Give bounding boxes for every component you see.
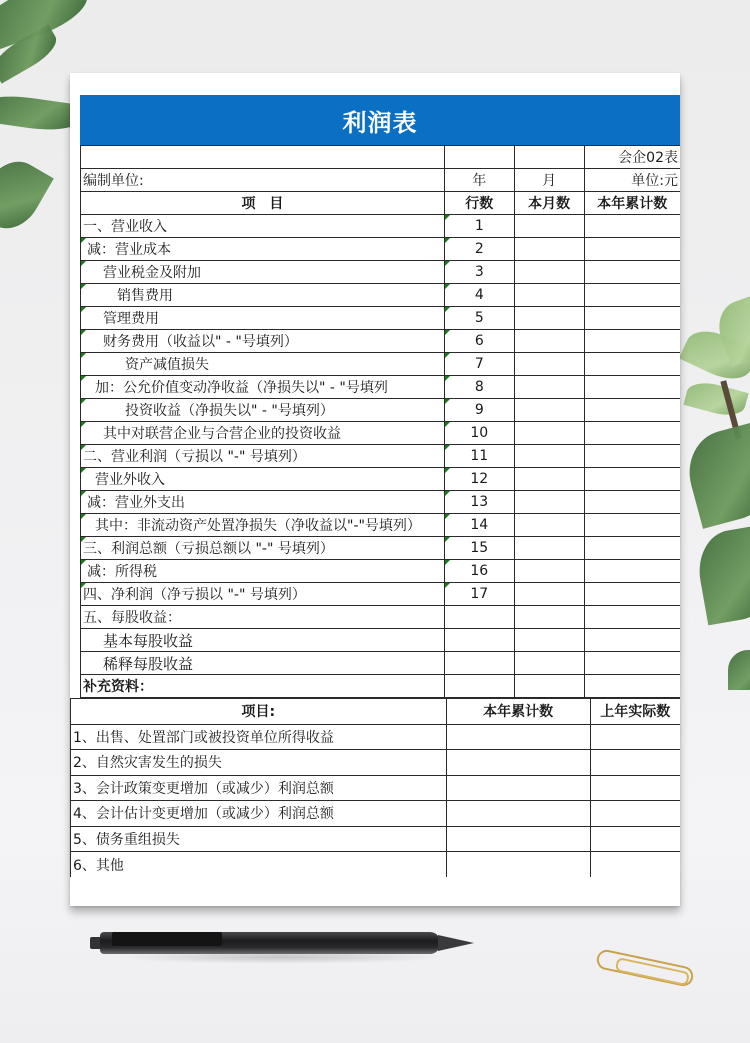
this-month-cell[interactable] [514,376,584,399]
blank-cell [81,146,445,169]
supplement-row [71,826,681,852]
supplement-label: 补充资料： [81,675,445,698]
table-row [81,537,681,560]
column-header-row [81,192,681,215]
row-label: 其中：非流动资产处置净损失（净收益以"-"号填列） [81,514,445,537]
leaf-icon [693,525,750,626]
row-number: 8 [444,376,514,399]
row-label: 加：公允价值变动净收益（净损失以" - "号填列 [81,376,445,399]
row-number [444,629,514,652]
table-row [81,353,681,376]
row-number: 5 [444,307,514,330]
leaf-icon [680,421,750,529]
row-label: 减：营业外支出 [81,491,445,514]
table-row [81,583,681,606]
supplement-row-label: 5、债务重组损失 [71,826,447,852]
this-month-cell[interactable] [514,629,584,652]
blank-cell [514,146,584,169]
column-header-row-no: 行数 [444,192,514,215]
pen-tip-icon [438,935,474,951]
this-month-cell[interactable] [514,284,584,307]
this-month-cell[interactable] [514,583,584,606]
supplement-row-label: 3、会计政策变更增加（或减少）利润总额 [71,775,447,801]
ytd-cell[interactable] [584,606,680,629]
last-year-cell[interactable] [590,750,680,776]
paperclip-icon [595,948,695,988]
form-code: 会企02表 [584,146,680,169]
row-label: 营业外收入 [81,468,445,491]
table-row [81,560,681,583]
row-number: 16 [444,560,514,583]
table-row [81,376,681,399]
this-month-cell[interactable] [514,215,584,238]
row-number: 3 [444,261,514,284]
this-month-cell[interactable] [514,238,584,261]
ytd-cell[interactable] [446,852,590,878]
row-label: 稀释每股收益 [81,652,445,675]
pen-clip-icon [112,932,222,946]
row-number: 7 [444,353,514,376]
row-label: 销售费用 [81,284,445,307]
last-year-cell[interactable] [590,775,680,801]
row-number [444,652,514,675]
row-number: 13 [444,491,514,514]
ytd-cell[interactable] [584,376,680,399]
row-number: 17 [444,583,514,606]
table-row [81,445,681,468]
blank-cell [444,675,514,698]
table-row [81,514,681,537]
supplement-column-ytd: 本年累计数 [446,699,590,725]
row-label: 营业税金及附加 [81,261,445,284]
ytd-cell[interactable] [446,724,590,750]
row-label: 三、利润总额（亏损总额以 "-" 号填列） [81,537,445,560]
this-month-cell[interactable] [514,353,584,376]
this-month-cell[interactable] [514,560,584,583]
blank-cell [514,675,584,698]
row-number: 2 [444,238,514,261]
last-year-cell[interactable] [590,852,680,878]
column-header-item: 项 目 [81,192,445,215]
this-month-cell[interactable] [514,652,584,675]
this-month-cell[interactable] [514,422,584,445]
supplement-title-row [81,675,681,698]
this-month-cell[interactable] [514,399,584,422]
table-row [81,261,681,284]
last-year-cell[interactable] [590,826,680,852]
ytd-cell[interactable] [584,583,680,606]
row-label: 基本每股收益 [81,629,445,652]
last-year-cell[interactable] [590,724,680,750]
blank-cell [444,146,514,169]
blank-cell [584,675,680,698]
ytd-cell[interactable] [584,491,680,514]
row-number: 11 [444,445,514,468]
ytd-cell[interactable] [584,261,680,284]
leaf-icon [0,151,54,239]
supplement-row-label: 6、其他 [71,852,447,878]
ytd-cell[interactable] [584,215,680,238]
ytd-cell[interactable] [584,307,680,330]
last-year-cell[interactable] [590,801,680,827]
row-label: 一、营业收入 [81,215,445,238]
table-row [81,629,681,652]
supplement-row [71,750,681,776]
supplement-header-row [71,699,681,725]
header-row-prepared [81,169,681,192]
income-statement-table [80,145,680,698]
supplement-row [71,775,681,801]
supplement-table [70,698,680,877]
row-label: 管理费用 [81,307,445,330]
ytd-cell[interactable] [584,353,680,376]
supplement-row [71,852,681,878]
this-month-cell[interactable] [514,537,584,560]
this-month-cell[interactable] [514,606,584,629]
header-row-form-code [81,146,681,169]
ytd-cell[interactable] [584,445,680,468]
page-title: 利润表 [80,95,680,145]
table-row [81,307,681,330]
row-number: 6 [444,330,514,353]
supplement-row-label: 4、会计估计变更增加（或减少）利润总额 [71,801,447,827]
ytd-cell[interactable] [446,801,590,827]
row-label: 投资收益（净损失以" - "号填列） [81,399,445,422]
ytd-cell[interactable] [584,537,680,560]
ytd-cell[interactable] [584,399,680,422]
this-month-cell[interactable] [514,307,584,330]
table-row [81,422,681,445]
supplement-column-item: 项目: [71,699,447,725]
leaf-icon [683,378,748,421]
supplement-row [71,801,681,827]
row-label: 财务费用（收益以" - "号填列） [81,330,445,353]
this-month-cell[interactable] [514,330,584,353]
row-number: 15 [444,537,514,560]
row-number: 1 [444,215,514,238]
table-row [81,606,681,629]
row-number: 9 [444,399,514,422]
ytd-cell[interactable] [584,652,680,675]
month-label[interactable]: 月 [514,169,584,192]
row-number [444,606,514,629]
ytd-cell[interactable] [584,468,680,491]
this-month-cell[interactable] [514,261,584,284]
table-row [81,468,681,491]
table-row [81,215,681,238]
ytd-cell[interactable] [446,826,590,852]
row-label: 减：营业成本 [81,238,445,261]
this-month-cell[interactable] [514,514,584,537]
row-number: 10 [444,422,514,445]
ytd-cell[interactable] [584,330,680,353]
ytd-cell[interactable] [584,560,680,583]
table-row [81,284,681,307]
table-row [81,238,681,261]
this-month-cell[interactable] [514,468,584,491]
table-row [81,399,681,422]
ytd-cell[interactable] [584,629,680,652]
unit-label: 单位:元 [584,169,680,192]
year-label[interactable]: 年 [444,169,514,192]
row-number: 12 [444,468,514,491]
pen-decoration [90,930,480,956]
income-statement-sheet [70,73,680,906]
ytd-cell[interactable] [446,750,590,776]
row-label: 五、每股收益： [81,606,445,629]
supplement-row-label: 2、自然灾害发生的损失 [71,750,447,776]
row-label: 资产减值损失 [81,353,445,376]
prepared-by-label[interactable]: 编制单位: [81,169,445,192]
this-month-cell[interactable] [514,445,584,468]
ytd-cell[interactable] [584,238,680,261]
ytd-cell[interactable] [584,284,680,307]
column-header-this-month: 本月数 [514,192,584,215]
table-row [81,330,681,353]
row-label: 四、净利润（净亏损以 "-" 号填列） [81,583,445,606]
row-number: 4 [444,284,514,307]
leaf-icon [728,650,750,690]
supplement-row [71,724,681,750]
row-label: 减：所得税 [81,560,445,583]
ytd-cell[interactable] [584,514,680,537]
this-month-cell[interactable] [514,491,584,514]
column-header-ytd: 本年累计数 [584,192,680,215]
supplement-row-label: 1、出售、处置部门或被投资单位所得收益 [71,724,447,750]
row-number: 14 [444,514,514,537]
row-label: 其中对联营企业与合营企业的投资收益 [81,422,445,445]
row-label: 二、营业利润（亏损以 "-" 号填列） [81,445,445,468]
supplement-column-last-year: 上年实际数 [590,699,680,725]
ytd-cell[interactable] [584,422,680,445]
table-row [81,491,681,514]
ytd-cell[interactable] [446,775,590,801]
table-row [81,652,681,675]
